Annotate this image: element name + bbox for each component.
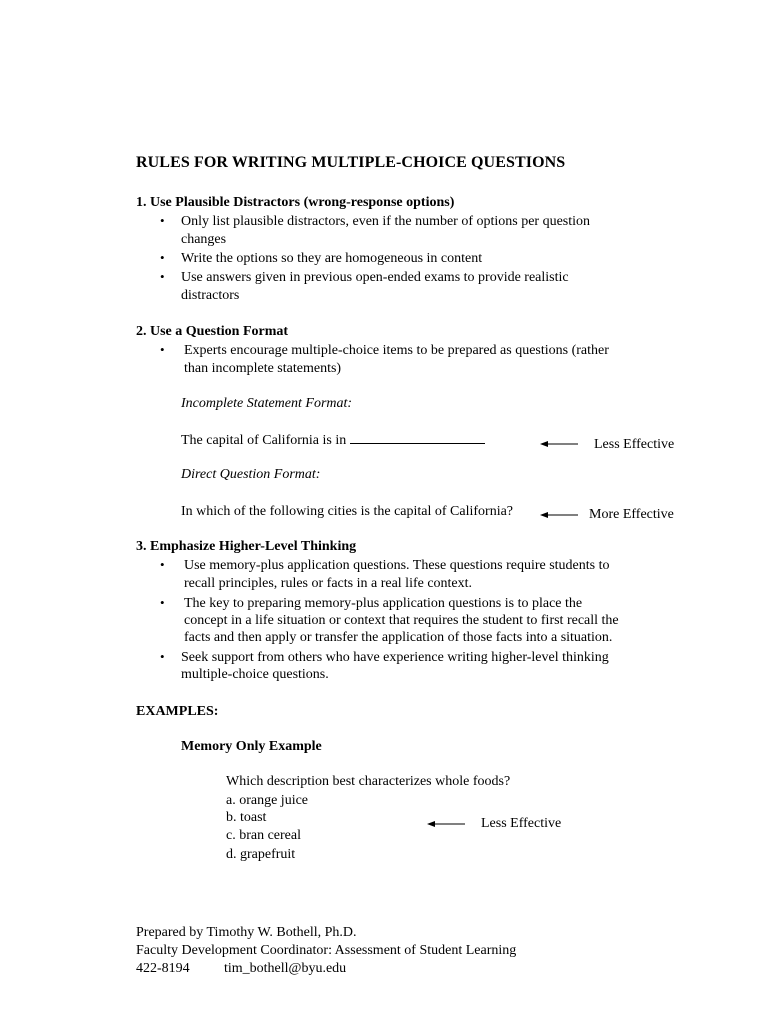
arrow-left-icon — [540, 510, 578, 520]
option-b: b. toast — [226, 810, 267, 825]
section3-bullet2-line1: The key to preparing memory-plus application questions is to place the — [184, 596, 583, 611]
bullet-marker: • — [160, 213, 165, 228]
section3-bullet1-line2: recall principles, rules or facts in a real life context. — [184, 576, 473, 591]
option-c: c. bran cereal — [226, 828, 301, 843]
option-a: a. orange juice — [226, 793, 309, 808]
section3-bullet1-line1: Use memory-plus application questions. These questions require students to — [184, 558, 610, 573]
section3-bullet3-line1: Seek support from others who have experience writing higher-level thinking — [181, 650, 609, 665]
section1-heading: 1. Use Plausible Distractors (wrong-response options) — [136, 195, 455, 210]
footer-phone: 422-8194 — [136, 961, 190, 976]
section1-bullet1-line2: changes — [181, 232, 227, 247]
section3-bullet3-line2: multiple-choice questions. — [181, 667, 329, 682]
section1-bullet2: Write the options so they are homogeneous in content — [181, 251, 483, 266]
less-effective-label-2: Less Effective — [481, 816, 562, 831]
direct-example: In which of the following cities is the capital of California? — [181, 504, 514, 519]
more-effective-label: More Effective — [589, 507, 674, 522]
section1-bullet1-line1: Only list plausible distractors, even if the number of options per question — [181, 214, 591, 229]
incomplete-example — [181, 431, 485, 450]
example-question: Which description best characterizes whole foods? — [226, 774, 511, 789]
arrow-left-icon — [540, 439, 578, 449]
section3-bullet2-line3: facts and then apply or transfer the application of those facts into a situation. — [184, 630, 613, 645]
examples-heading: EXAMPLES: — [136, 704, 219, 719]
incomplete-example-text: The capital of California is in — [181, 433, 347, 448]
bullet-marker: • — [160, 649, 165, 664]
section3-heading: 3. Emphasize Higher-Level Thinking — [136, 539, 357, 554]
bullet-marker: • — [160, 557, 165, 572]
incomplete-format-label: Incomplete Statement Format: — [181, 396, 353, 411]
bullet-marker: • — [160, 269, 165, 284]
footer-author: Prepared by Timothy W. Bothell, Ph.D. — [136, 925, 357, 940]
footer-email[interactable]: tim_bothell@byu.edu — [224, 961, 347, 976]
bullet-marker: • — [160, 342, 165, 357]
option-d: d. grapefruit — [226, 847, 296, 862]
bullet-marker: • — [160, 250, 165, 265]
bullet-marker: • — [160, 595, 165, 610]
section1-bullet3-line2: distractors — [181, 288, 240, 303]
section1-bullet3-line1: Use answers given in previous open-ended exams to provide realistic — [181, 270, 569, 285]
arrow-left-icon — [427, 819, 465, 829]
direct-format-label: Direct Question Format: — [181, 467, 321, 482]
memory-only-heading: Memory Only Example — [181, 739, 322, 754]
less-effective-label-1: Less Effective — [594, 437, 675, 452]
section2-heading: 2. Use a Question Format — [136, 324, 289, 339]
section2-bullet1-line2: than incomplete statements) — [184, 361, 342, 376]
answer-blank — [350, 431, 485, 444]
footer-role: Faculty Development Coordinator: Assessment of Student Learning — [136, 943, 517, 958]
page-title: RULES FOR WRITING MULTIPLE-CHOICE QUESTIONS — [136, 154, 566, 171]
section3-bullet2-line2: concept in a life situation or context that requires the student to first recall the — [184, 613, 619, 628]
section2-bullet1-line1: Experts encourage multiple-choice items to be prepared as questions (rather — [184, 343, 609, 358]
